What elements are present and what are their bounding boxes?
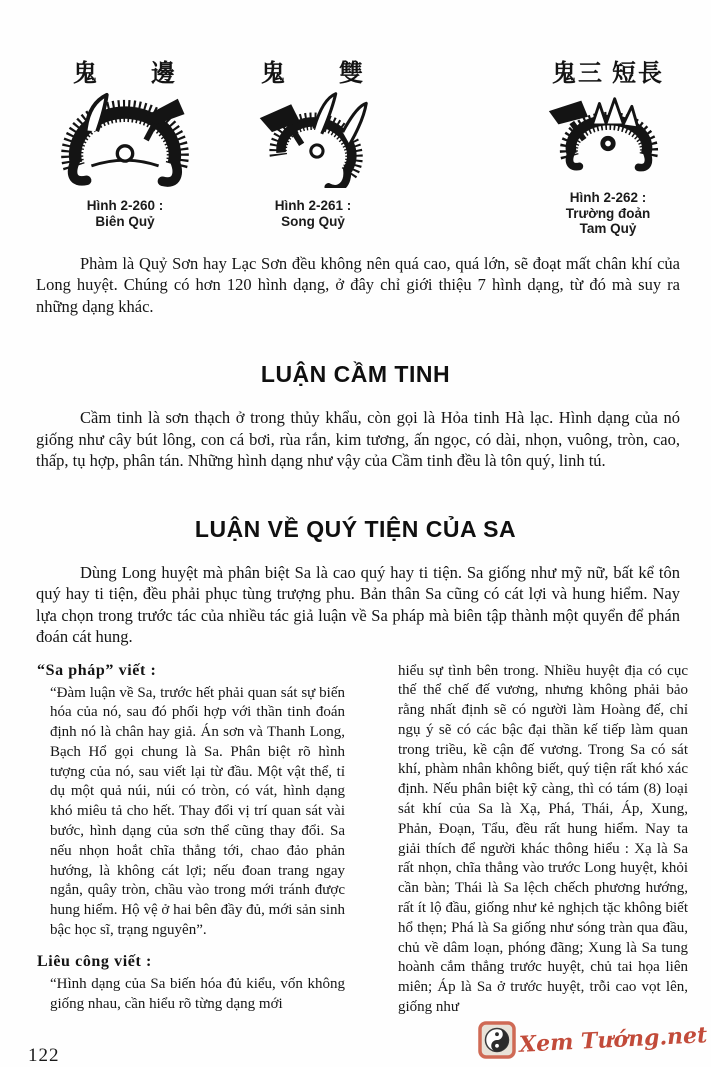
caption-line: Biên Quỷ: [95, 213, 155, 229]
right-column-paragraph: hiểu sự tình bên trong. Nhiều huyệt địa có cục thế thể chế đế vương, nhưng không phải bảo rằng nhất định sẽ có người làm Hoàng đế, chỉ ngụ ý sẽ có các bậc đại thần kế tiếp làm quan trong triều, kề cận đế vương. Trong Sa có sát khí, phàm nhân không biết, quý tiện rất khó xác định. Nếu phân biệt kỹ càng, thì có tám (8) loại sát khí của Sa là Xạ, Phá, Thái, Áp, Xung, Phản, Đoạn, Tẩu, đều rất hung hiểm. Nay ta giải thích để người khác thông hiểu : Xạ là Sa rất nhọn, chĩa thẳng vào trước Long huyệt, khỏi cần bàn; Thái là Sa lệch chếch phương hướng, rất ít lộ đầu, giống như kẻ nghịch tặc không biết hổ thẹn; Phá là Sa giống như sóng tràn qua đầu, chủ về dâm loạn, phóng đãng; Xung là Sa tung hoành cắm thẳng trước huyệt, chủ tai họa liên miên; Áp là Sa ở trước huyệt, trỗi cao vọt lên, giống như: [398, 662, 688, 1016]
figure-drawing-tam-quy: [538, 92, 678, 188]
section1-paragraph: Cầm tinh là sơn thạch ở trong thủy khẩu, còn gọi là Hỏa tinh Hà lạc. Hình dạng của nó giống như cây bút lông, con cá bơi, rùa rắn, kim tương, ấn ngọc, có dài, nhọn, vuông, tròn, cao, thấp, tụ hợp, phân tán. Những hình dạng như vậy của Cầm tinh đều là tôn quý, linh tú.: [36, 408, 680, 470]
figure-caption-song-quy: [275, 198, 352, 229]
left-column: [37, 662, 345, 1018]
caption-line: Song Quỷ: [281, 213, 345, 229]
caption-line: Tam Quỷ: [579, 221, 637, 236]
caption-line: Hình 2-260 :: [86, 198, 164, 213]
cjk-characters-tam-quy: 鬼三 短長: [552, 61, 664, 87]
page-number: 122: [28, 1045, 60, 1066]
lieu-cong-quote: “Hình dạng của Sa biến hóa đủ kiểu, vốn không giống nhau, cần hiểu rõ từng dạng mới: [50, 975, 345, 1012]
figure-tam-quy: [508, 58, 708, 237]
figures-row: [0, 0, 711, 237]
figure-caption-bien-quy: [87, 198, 164, 229]
section-heading-luan-cam-tinh: LUẬN CẦM TINH: [260, 361, 451, 387]
two-column-section: [37, 662, 711, 1018]
caption-line: Hình 2-261 :: [274, 198, 352, 213]
figure-caption-tam-quy: [566, 190, 651, 237]
cjk-characters-song-quy: 鬼 雙: [261, 61, 365, 87]
figure-bien-quy: [40, 58, 210, 237]
watermark: [478, 1021, 707, 1059]
cjk-characters-bien-quy: 鬼 邊: [73, 61, 177, 87]
yin-yang-icon: [478, 1021, 516, 1059]
right-column: [398, 662, 688, 1018]
quote-source-label-lieu-cong: Liêu công viết :: [37, 952, 152, 970]
section2-paragraph: Dùng Long huyệt mà phân biệt Sa là cao quý hay ti tiện. Sa giống như mỹ nữ, bất kể tôn quý hay ti tiện, đều phải phục tùng trượng phu. Bản thân Sa cũng có cát lợi và hung hiểm. Nay lựa chọn trong trước tác của nhiều tác giả luận về Sa pháp mà biên tập thành một quyển để phán đoán cát hung.: [36, 562, 680, 646]
section-heading-luan-ve-quy-tien-cua-sa: LUẬN VỀ QUÝ TIỆN CỦA SA: [194, 515, 517, 542]
figure-song-quy: [228, 58, 398, 237]
figure-drawing-bien-quy: [50, 92, 200, 188]
caption-line: Trường đoản: [565, 205, 651, 221]
caption-line: Hình 2-262 :: [569, 190, 647, 205]
watermark-text: Xem Tướng.net: [518, 1022, 708, 1058]
quote-source-label-sa-phap: “Sa pháp” viết :: [37, 661, 157, 679]
sa-phap-quote: “Đàm luận về Sa, trước hết phải quan sát sự biến hóa của nó, sau đó phối hợp với thần tinh đoán định nó là chân hay giả. Án sơn và Thanh Long, Bạch Hổ gọi chung là Sa. Phân biệt rõ hình tượng của nó, sau viết lại từ đầu. Một vật thể, tỉ dụ một quả núi, núi có tròn, có vát, hình dạng khó miêu tả cho hết. Thay đổi vị trí quan sát vài bước, hình dạng của sơn thể cũng thay đổi. Sa nếu nhọn hoắt chĩa thẳng tới, chao đảo phản hướng, là không cát lợi; nếu đoan trang ngay ngắn, quây tròn, chầu vào trong mới tránh được hung hiểm. Hộ vệ ở hai bên đầy đủ, mới sản sinh bậc học sĩ, trạng nguyên”.: [50, 684, 345, 939]
intro-paragraph: Phàm là Quỷ Sơn hay Lạc Sơn đều không nên quá cao, quá lớn, sẽ đoạt mất chân khí của Long huyệt. Chúng có hơn 120 hình dạng, ở đây chỉ giới thiệu 7 hình dạng, từ đó mà suy ra những dạng khác.: [36, 253, 680, 316]
figure-drawing-song-quy: [238, 92, 388, 188]
